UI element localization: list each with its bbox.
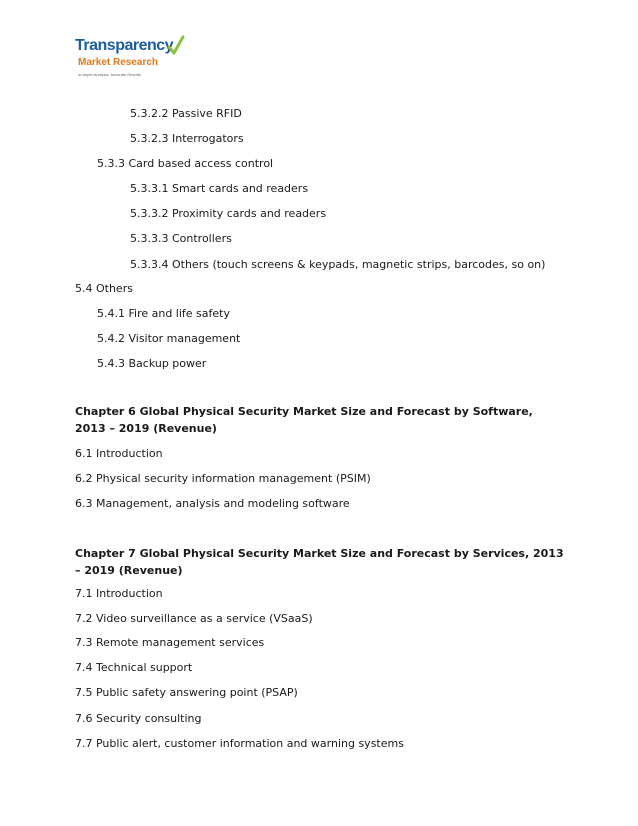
toc-item: 7.7 Public alert, customer information and warning systems (75, 737, 404, 750)
toc-item: 5.3.2.3 Interrogators (130, 132, 244, 145)
toc-item: 5.3.3.2 Proximity cards and readers (130, 207, 327, 220)
toc-item: 7.5 Public safety answering point (PSAP) (75, 686, 298, 699)
check-icon (167, 35, 185, 57)
toc-item: 7.3 Remote management services (75, 636, 265, 649)
chapter-7-heading: Chapter 7 Global Physical Security Market Size and Forecast by Services, 2013 – 2019 (Revenue) (75, 547, 564, 577)
toc-item: 5.3.3.1 Smart cards and readers (130, 182, 309, 195)
toc-item: 7.1 Introduction (75, 587, 163, 600)
toc-item: 7.6 Security consulting (75, 712, 202, 725)
toc-item: 6.2 Physical security information management (PSIM) (75, 472, 371, 485)
toc-item: 5.3.3.4 Others (touch screens & keypads, magnetic strips, barcodes, so on) (130, 258, 546, 271)
toc-item: 5.3.2.2 Passive RFID (130, 107, 242, 120)
logo-tagline: In-depth Analysis. Accurate Results. (78, 72, 142, 77)
toc-item: 5.3.3.3 Controllers (130, 232, 232, 245)
logo-subtitle: Market Research (78, 57, 159, 68)
toc-item: 5.4 Others (75, 282, 133, 295)
toc-item: 7.4 Technical support (75, 661, 193, 674)
toc-item: 6.1 Introduction (75, 447, 163, 460)
toc-item: 5.4.3 Backup power (97, 357, 207, 370)
logo-brand: Transparency (75, 37, 174, 54)
toc-item: 5.4.2 Visitor management (97, 332, 241, 345)
toc-item: 7.2 Video surveillance as a service (VSaaS) (75, 612, 313, 625)
chapter-6-heading: Chapter 6 Global Physical Security Market Size and Forecast by Software, 2013 – 2019 (Revenue) (75, 405, 533, 435)
toc-item: 6.3 Management, analysis and modeling software (75, 497, 350, 510)
toc-item: 5.4.1 Fire and life safety (97, 307, 230, 320)
company-logo (75, 33, 185, 93)
toc-item: 5.3.3 Card based access control (97, 157, 274, 170)
